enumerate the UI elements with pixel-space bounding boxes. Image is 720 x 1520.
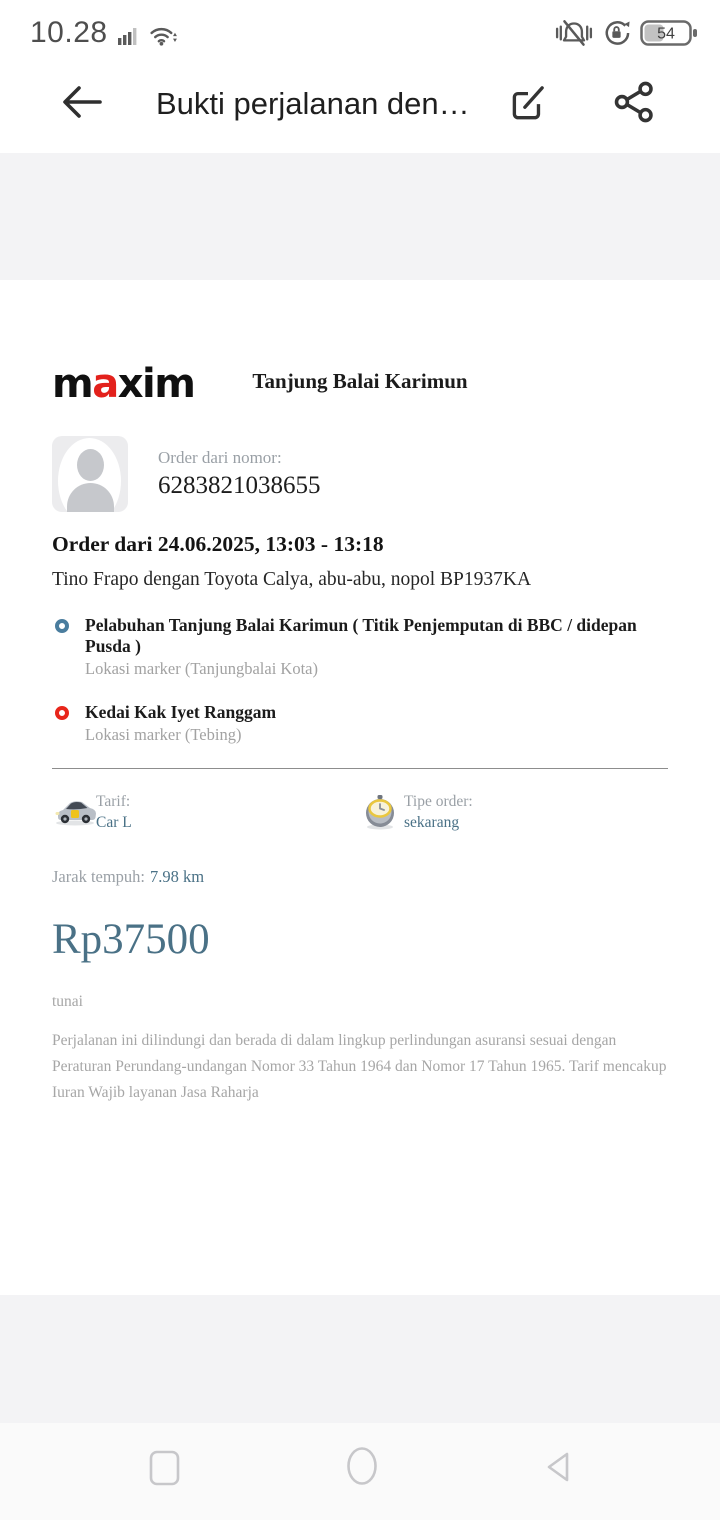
android-nav-bar [0,1423,720,1520]
order-type-value: sekarang [404,814,460,831]
distance-label: Jarak tempuh: [52,867,146,886]
route-pickup-item [52,615,668,679]
rotation-lock-icon [602,18,631,47]
recents-button[interactable] [147,1448,183,1493]
order-datetime-title: Order dari 24.06.2025, 13:03 - 13:18 [52,532,384,556]
pickup-marker-icon [55,619,69,633]
dropoff-title: Kedai Kak Iyet Ranggam [85,702,277,722]
tariff-value: Car L [96,814,132,831]
trip-info-row [52,792,668,837]
vibrate-mute-icon [555,19,593,47]
recents-square-icon [147,1448,183,1493]
logo-letter: xim [117,361,195,407]
city-title: Tanjung Balai Karimun [252,369,468,393]
edit-button[interactable] [506,80,550,129]
distance-line [52,867,668,887]
car-icon [52,794,98,831]
brand-row [52,362,668,410]
order-type-block [360,792,668,837]
payment-method: tunai [52,993,83,1010]
order-type-label: Tipe order: [404,793,473,810]
avatar-person-icon [77,449,104,481]
client-row [52,436,668,512]
logo-letter-red: a [92,361,118,407]
tariff-block [52,792,360,837]
maxim-logo [52,361,194,407]
status-bar [0,0,720,55]
route-dropoff-item [52,702,668,745]
avatar [52,436,128,512]
back-triangle-icon [540,1447,576,1492]
document-background-bottom [0,1295,720,1423]
home-button[interactable] [344,1444,380,1493]
signal-bars-icon [117,24,139,48]
back-button[interactable] [58,84,104,125]
app-bar [0,55,720,153]
status-time: 10.28 [30,15,108,49]
order-from-label: Order dari nomor: [158,448,282,467]
share-icon [612,80,656,129]
pickup-title: Pelabuhan Tanjung Balai Karimun ( Titik Penjemputan di BBC / didepan Pusda ) [85,615,637,656]
pickup-subtitle: Lokasi marker (Tanjungbalai Kota) [85,659,318,678]
dropoff-subtitle: Lokasi marker (Tebing) [85,725,242,744]
home-circle-icon [344,1444,380,1493]
receipt-document [0,280,720,1295]
divider [52,768,668,769]
insurance-disclaimer: Perjalanan ini dilindungi dan berada di dalam lingkup perlindungan asuransi sesuai dengan Peraturan Perundang-undangan Nomor 33 Tahun 1964 dan Nomor 17 Tahun 1965. Tarif mencakup Iuran Wajib layanan Jasa Raharja [52,1032,667,1101]
logo-letter: m [52,361,93,407]
tariff-label: Tarif: [96,793,131,810]
route-list [52,615,668,745]
share-button[interactable] [612,80,656,129]
back-arrow-icon [58,84,104,125]
stopwatch-icon [360,794,406,837]
battery-percent: 54 [657,25,675,42]
trip-price: Rp37500 [52,916,210,963]
page-title: Bukti perjalanan den… [156,86,470,121]
driver-vehicle-line: Tino Frapo dengan Toyota Calya, abu-abu, nopol BP1937KA [52,569,532,590]
nav-back-button[interactable] [540,1447,576,1492]
battery-icon [640,18,698,48]
dropoff-marker-icon [55,706,69,720]
order-phone-number: 6283821038655 [158,472,321,499]
document-background-top [0,153,720,280]
distance-value: 7.98 km [150,867,205,886]
edit-icon [506,80,550,129]
wifi-icon [148,23,179,48]
